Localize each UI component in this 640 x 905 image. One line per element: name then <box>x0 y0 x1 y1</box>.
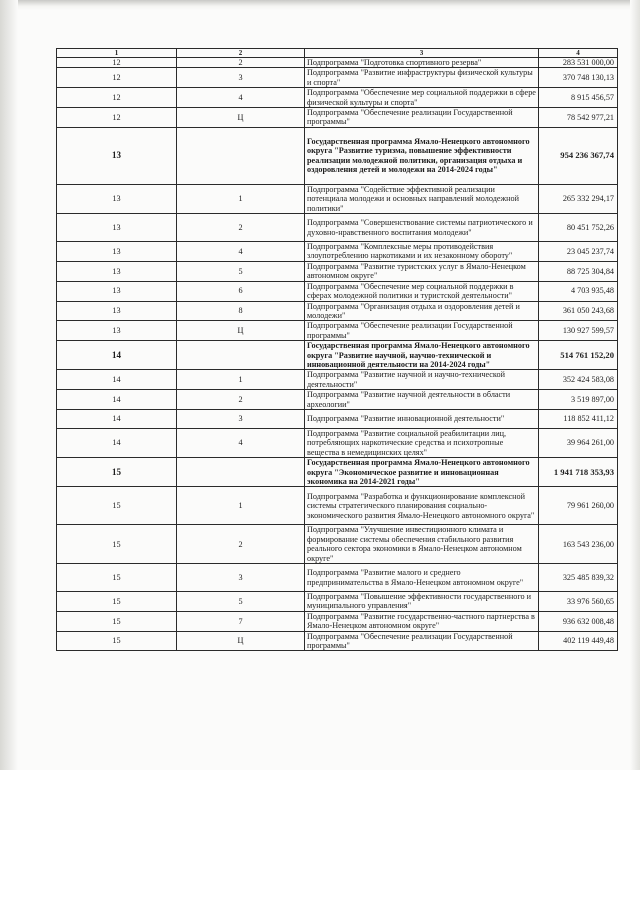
subprogram-code-cell: 2 <box>177 214 305 242</box>
program-name-cell: Подпрограмма "Развитие научной и научно-технической деятельности" <box>305 370 539 390</box>
program-code-cell: 13 <box>57 127 177 184</box>
program-name-cell: Государственная программа Ямало-Ненецкого автономного округа "Экономическое развитие и инновационная экономика на 2014-2021 годы" <box>305 458 539 487</box>
program-code-cell: 13 <box>57 321 177 341</box>
amount-cell: 88 725 304,84 <box>539 261 618 281</box>
amount-cell: 936 632 008,48 <box>539 611 618 631</box>
amount-cell: 39 964 261,00 <box>539 428 618 457</box>
table-row <box>57 525 618 564</box>
amount-cell: 79 961 260,00 <box>539 487 618 525</box>
program-name-cell: Государственная программа Ямало-Ненецкого автономного округа "Развитие научной, научно-технической и инновационной деятельности на 2014-2024 годы" <box>305 341 539 370</box>
program-code-cell: 15 <box>57 458 177 487</box>
program-name-cell: Подпрограмма "Развитие туристских услуг в Ямало-Ненецком автономном округе" <box>305 261 539 281</box>
table-row <box>57 409 618 428</box>
subprogram-code-cell: 8 <box>177 301 305 321</box>
table-row <box>57 214 618 242</box>
table-row <box>57 487 618 525</box>
program-code-cell: 15 <box>57 564 177 592</box>
table-row <box>57 242 618 262</box>
program-code-cell: 15 <box>57 592 177 612</box>
program-code-cell: 14 <box>57 370 177 390</box>
program-code-cell: 14 <box>57 390 177 410</box>
amount-cell: 23 045 237,74 <box>539 242 618 262</box>
program-name-cell: Подпрограмма "Развитие государственно-частного партнерства в Ямало-Ненецком автономном округе" <box>305 611 539 631</box>
scan-shadow-top <box>0 0 640 10</box>
table-row <box>57 370 618 390</box>
program-code-cell: 13 <box>57 261 177 281</box>
amount-cell: 33 976 560,65 <box>539 592 618 612</box>
subprogram-code-cell <box>177 127 305 184</box>
program-code-cell: 13 <box>57 184 177 213</box>
program-name-cell: Подпрограмма "Улучшение инвестиционного климата и формирование системы обеспечения стабильного развития реального сектора экономики в Ямало-Ненецком автономном округе" <box>305 525 539 564</box>
table-row <box>57 68 618 88</box>
program-name-cell: Подпрограмма "Обеспечение реализации Государственной программы" <box>305 631 539 651</box>
program-name-cell: Подпрограмма "Комплексные меры противодействия злоупотреблению наркотиками и их незаконному обороту" <box>305 242 539 262</box>
subprogram-code-cell: 6 <box>177 281 305 301</box>
scan-shadow-left <box>0 0 18 770</box>
subprogram-code-cell: 1 <box>177 184 305 213</box>
table-row <box>57 564 618 592</box>
table-row <box>57 301 618 321</box>
program-code-cell: 13 <box>57 242 177 262</box>
header-cell-4: 4 <box>539 49 618 58</box>
subprogram-code-cell: Ц <box>177 108 305 128</box>
amount-cell: 130 927 599,57 <box>539 321 618 341</box>
program-code-cell: 13 <box>57 214 177 242</box>
subprogram-code-cell: 3 <box>177 409 305 428</box>
scan-shadow-right <box>630 0 640 770</box>
header-cell-3: 3 <box>305 49 539 58</box>
amount-cell: 1 941 718 353,93 <box>539 458 618 487</box>
program-code-cell: 15 <box>57 611 177 631</box>
subprogram-code-cell: 1 <box>177 487 305 525</box>
header-cell-2: 2 <box>177 49 305 58</box>
program-name-cell: Подпрограмма "Организация отдыха и оздоровления детей и молодежи" <box>305 301 539 321</box>
subprogram-code-cell: 2 <box>177 390 305 410</box>
table-row <box>57 631 618 651</box>
subprogram-code-cell: 3 <box>177 564 305 592</box>
program-name-cell: Подпрограмма "Обеспечение реализации Государственной программы" <box>305 108 539 128</box>
amount-cell: 514 761 152,20 <box>539 341 618 370</box>
program-name-cell: Подпрограмма "Обеспечение мер социальной поддержки в сферах молодежной политики и туристской деятельности" <box>305 281 539 301</box>
program-code-cell: 15 <box>57 487 177 525</box>
budget-table <box>56 48 618 651</box>
program-name-cell: Подпрограмма "Содействие эффективной реализации потенциала молодежи и основных направлений молодежной политики" <box>305 184 539 213</box>
amount-cell: 370 748 130,13 <box>539 68 618 88</box>
program-name-cell: Подпрограмма "Обеспечение мер социальной поддержки в сфере физической культуры и спорта" <box>305 88 539 108</box>
subprogram-code-cell: Ц <box>177 631 305 651</box>
program-name-cell: Подпрограмма "Повышение эффективности государственного и муниципального управления" <box>305 592 539 612</box>
program-code-cell: 14 <box>57 341 177 370</box>
amount-cell: 78 542 977,21 <box>539 108 618 128</box>
amount-cell: 283 531 000,00 <box>539 58 618 68</box>
subprogram-code-cell: 7 <box>177 611 305 631</box>
amount-cell: 352 424 583,08 <box>539 370 618 390</box>
subprogram-code-cell: 2 <box>177 58 305 68</box>
program-code-cell: 12 <box>57 58 177 68</box>
table-row <box>57 58 618 68</box>
table-row <box>57 281 618 301</box>
table-row <box>57 321 618 341</box>
amount-cell: 118 852 411,12 <box>539 409 618 428</box>
program-code-cell: 13 <box>57 281 177 301</box>
amount-cell: 265 332 294,17 <box>539 184 618 213</box>
program-code-cell: 12 <box>57 68 177 88</box>
program-code-cell: 15 <box>57 631 177 651</box>
program-name-cell: Подпрограмма "Развитие научной деятельности в области археологии" <box>305 390 539 410</box>
program-name-cell: Подпрограмма "Развитие малого и среднего предпринимательства в Ямало-Ненецком автономном округе" <box>305 564 539 592</box>
amount-cell: 4 703 935,48 <box>539 281 618 301</box>
table-row <box>57 428 618 457</box>
table-row <box>57 611 618 631</box>
header-row <box>57 49 618 58</box>
amount-cell: 80 451 752,26 <box>539 214 618 242</box>
program-name-cell: Подпрограмма "Развитие инфраструктуры физической культуры и спорта" <box>305 68 539 88</box>
budget-table-body <box>57 49 618 651</box>
table-row <box>57 390 618 410</box>
amount-cell: 163 543 236,00 <box>539 525 618 564</box>
table-row <box>57 127 618 184</box>
program-code-cell: 14 <box>57 428 177 457</box>
amount-cell: 3 519 897,00 <box>539 390 618 410</box>
amount-cell: 361 050 243,68 <box>539 301 618 321</box>
subprogram-code-cell <box>177 458 305 487</box>
program-name-cell: Государственная программа Ямало-Ненецкого автономного округа "Развитие туризма, повышение эффективности реализации молодежной политики, организация отдыха и оздоровления детей и молодежи на 2014-2024 годы" <box>305 127 539 184</box>
program-name-cell: Подпрограмма "Обеспечение реализации Государственной программы" <box>305 321 539 341</box>
program-code-cell: 14 <box>57 409 177 428</box>
subprogram-code-cell: 3 <box>177 68 305 88</box>
program-code-cell: 12 <box>57 88 177 108</box>
program-name-cell: Подпрограмма "Совершенствование системы патриотического и духовно-нравственного воспитания молодежи" <box>305 214 539 242</box>
subprogram-code-cell: 2 <box>177 525 305 564</box>
subprogram-code-cell: 1 <box>177 370 305 390</box>
amount-cell: 954 236 367,74 <box>539 127 618 184</box>
program-name-cell: Подпрограмма "Развитие инновационной деятельности" <box>305 409 539 428</box>
subprogram-code-cell: 4 <box>177 428 305 457</box>
table-row <box>57 592 618 612</box>
subprogram-code-cell: 4 <box>177 88 305 108</box>
table-row <box>57 184 618 213</box>
subprogram-code-cell: 4 <box>177 242 305 262</box>
amount-cell: 325 485 839,32 <box>539 564 618 592</box>
program-code-cell: 13 <box>57 301 177 321</box>
program-code-cell: 15 <box>57 525 177 564</box>
program-name-cell: Подпрограмма "Развитие социальной реабилитации лиц, потребляющих наркотические средства и психотропные вещества в немедицинских целях" <box>305 428 539 457</box>
table-row <box>57 341 618 370</box>
subprogram-code-cell: 5 <box>177 592 305 612</box>
program-name-cell: Подпрограмма "Подготовка спортивного резерва" <box>305 58 539 68</box>
table-row <box>57 108 618 128</box>
subprogram-code-cell <box>177 341 305 370</box>
program-code-cell: 12 <box>57 108 177 128</box>
amount-cell: 8 915 456,57 <box>539 88 618 108</box>
subprogram-code-cell: Ц <box>177 321 305 341</box>
amount-cell: 402 119 449,48 <box>539 631 618 651</box>
subprogram-code-cell: 5 <box>177 261 305 281</box>
header-cell-1: 1 <box>57 49 177 58</box>
table-row <box>57 261 618 281</box>
table-row <box>57 88 618 108</box>
program-name-cell: Подпрограмма "Разработка и функционирование комплексной системы стратегического планирования социально-экономического развития Ямало-Ненецкого автономного округа" <box>305 487 539 525</box>
table-row <box>57 458 618 487</box>
